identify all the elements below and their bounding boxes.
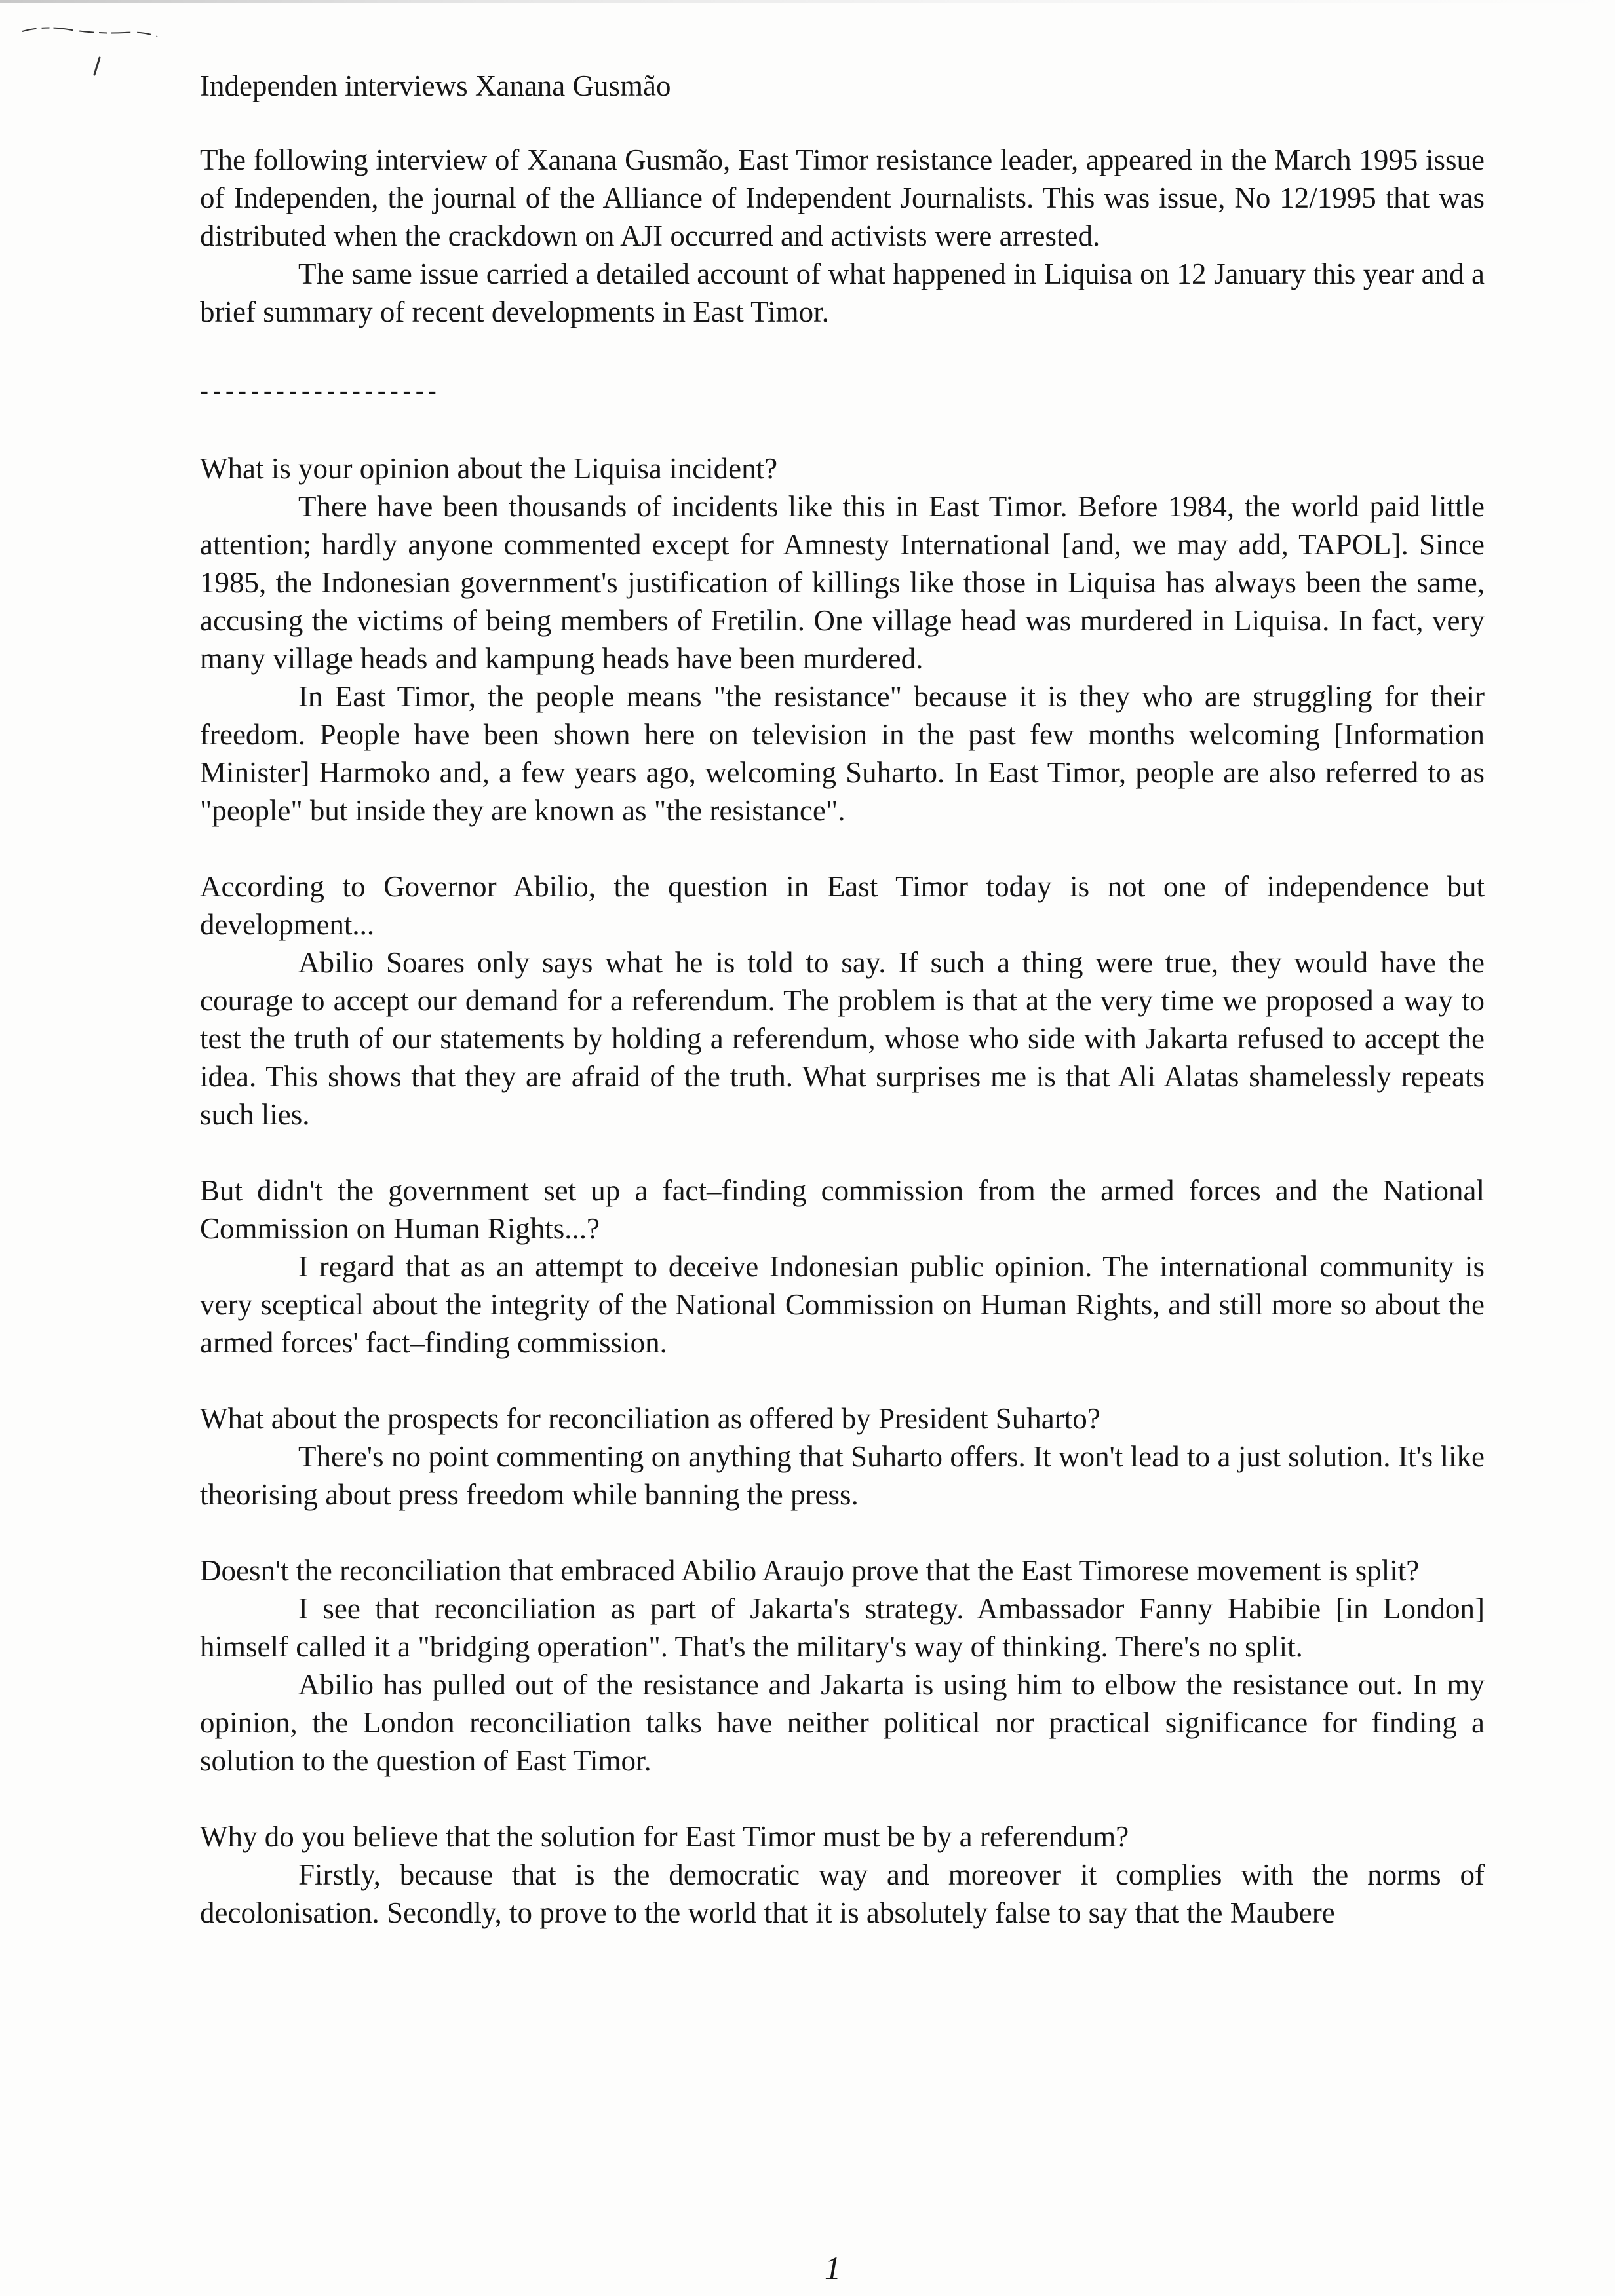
interview-answer: Firstly, because that is the democratic way and moreover it complies with the norms of decolonisation. Secondly, to prove to the world that it is absolutely false to say that the Maubere [200,1858,1485,1929]
interview-question: Why do you believe that the solution for East Timor must be by a referendum? [200,1820,1129,1853]
qa-block [200,868,1485,1134]
qa-block [200,1552,1485,1780]
interview-answer: Abilio has pulled out of the resistance and Jakarta is using him to elbow the resistance out. In my opinion, the London reconciliation talks have neither political nor practical significance for finding a solution to the question of East Timor. [200,1668,1485,1777]
scan-edge [0,0,1615,3]
intro-paragraph: The same issue carried a detailed account of what happened in Liquisa on 12 January this year and a brief summary of recent developments in East Timor. [200,258,1485,328]
interview-answer: There have been thousands of incidents like this in East Timor. Before 1984, the world paid little attention; hardly anyone commented except for Amnesty International [and, we may add, TAPOL]. Since 1985, the Indonesian government's justification of killings like those in Liquisa has always been the same, accusing the victims of being members of Fretilin. One village head was murdered in Liquisa. In fact, very many village heads and kampung heads have been murdered. [200,490,1485,675]
interview-answer: Abilio Soares only says what he is told to say. If such a thing were true, they would have the courage to accept our demand for a referendum. The problem is that at the very time we proposed a way to test the truth of our statements by holding a referendum, whose who side with Jakarta refused to accept the idea. This shows that they are afraid of the truth. What surprises me is that Ali Alatas shamelessly repeats such lies. [200,946,1485,1131]
interview-question: Doesn't the reconciliation that embraced Abilio Araujo prove that the East Timorese movement is split? [200,1554,1420,1587]
pen-mark [20,20,190,79]
page-number: 1 [825,2249,841,2286]
document-title: Independen interviews Xanana Gusmão [200,69,671,102]
interview-answer: In East Timor, the people means "the resistance" because it is they who are struggling for their freedom. People have been shown here on television in the past few months welcoming [Information Minister] Harmoko and, a few years ago, welcoming Suharto. In East Timor, people are also referred to as "people" but inside they are known as "the resistance". [200,680,1485,827]
qa-block [200,1172,1485,1362]
intro-paragraph: The following interview of Xanana Gusmão, East Timor resistance leader, appeared in the March 1995 issue of Independen, the journal of the Alliance of Independent Journalists. This was issue, No 12/1995 that was distributed when the crackdown on AJI occurred and activists were arrested. [200,144,1485,252]
interview-answer: I see that reconciliation as part of Jakarta's strategy. Ambassador Fanny Habibie [in London] himself called it a "bridging operation". That's the military's way of thinking. There's no split. [200,1592,1485,1663]
qa-block [200,1818,1485,1932]
qa-block [200,1400,1485,1514]
interview-body [200,450,1485,1970]
interview-question: According to Governor Abilio, the question in East Timor today is not one of independence but development... [200,870,1485,941]
section-divider: ------------------- [200,377,441,406]
interview-answer: There's no point commenting on anything that Suharto offers. It won't lead to a just solution. It's like theorising about press freedom while banning the press. [200,1440,1485,1511]
interview-question: But didn't the government set up a fact–finding commission from the armed forces and the National Commission on Human Rights...? [200,1174,1485,1245]
interview-question: What about the prospects for reconciliation as offered by President Suharto? [200,1402,1100,1435]
intro-section [200,141,1485,331]
interview-answer: I regard that as an attempt to deceive Indonesian public opinion. The international community is very sceptical about the integrity of the National Commission on Human Rights, and still more so about the armed forces' fact–finding commission. [200,1250,1485,1359]
qa-block [200,450,1485,830]
interview-question: What is your opinion about the Liquisa incident? [200,452,778,485]
